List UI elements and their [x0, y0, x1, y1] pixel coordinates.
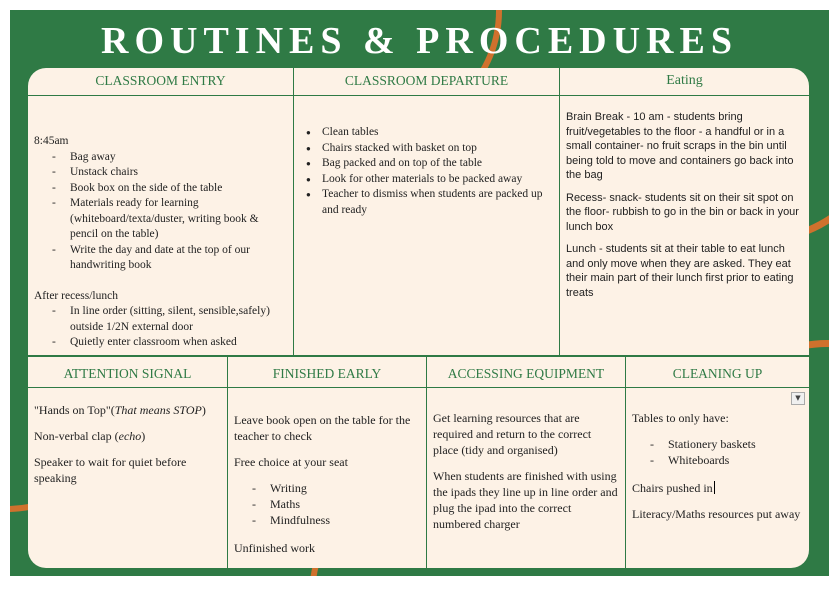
- finished-early-cell[interactable]: [228, 388, 427, 568]
- attention-cell[interactable]: [28, 388, 228, 568]
- header-classroom-departure: [294, 68, 560, 96]
- departure-list: [304, 125, 551, 218]
- header-accessing-equipment: [427, 356, 626, 388]
- list-item: - Maths: [234, 496, 420, 512]
- attention-text: ): [141, 429, 146, 443]
- cleaning-resources: Literacy/Maths resources put away: [632, 507, 801, 521]
- header-eating: [560, 68, 809, 96]
- attention-text: ): [201, 403, 206, 417]
- list-item: ● Bag packed and on top of the table: [304, 156, 551, 172]
- attention-text: Non-verbal clap (: [34, 429, 119, 443]
- finished-free-choice: Free choice at your seat: [234, 455, 348, 469]
- header-cleaning-up: [626, 356, 809, 388]
- eating-cell[interactable]: [560, 96, 809, 356]
- cleaning-up-cell[interactable]: [626, 388, 809, 568]
- after-recess-label: After recess/lunch: [34, 289, 118, 302]
- chevron-down-icon[interactable]: ▼: [791, 392, 805, 405]
- finished-unfinished-work: Unfinished work: [234, 541, 315, 555]
- equipment-resources: Get learning resources that are required and return to the correct place (tidy and organised): [433, 411, 592, 457]
- after-recess-list: [34, 304, 287, 351]
- attention-speaker: Speaker to wait for quiet before speaking: [34, 455, 187, 485]
- eating-brain-break: Brain Break - 10 am - students bring fruit/vegetables to the floor - a handful or in a small container- no fruit scraps in the bin until being told to move and containers go back into the bag: [566, 111, 794, 181]
- cleaning-list: [632, 436, 803, 468]
- list-item: - In line order (sitting, silent, sensible,safely) outside 1/2N external door: [34, 304, 287, 335]
- header-classroom-entry: [28, 68, 294, 96]
- equipment-cell[interactable]: [427, 388, 626, 568]
- cleaning-chairs: [632, 480, 803, 496]
- list-item: - Materials ready for learning (whiteboard/texta/duster, writing book & pencil on the table): [34, 196, 287, 243]
- header-label: ATTENTION SIGNAL: [63, 366, 192, 381]
- header-label: CLASSROOM DEPARTURE: [344, 73, 509, 88]
- list-item: ● Look for other materials to be packed away: [304, 172, 551, 188]
- departure-cell[interactable]: [294, 96, 560, 356]
- list-item: - Whiteboards: [632, 452, 803, 468]
- cleaning-chairs-text: Chairs pushed in: [632, 481, 713, 495]
- list-item: - Writing: [234, 480, 420, 496]
- list-item: ● Chairs stacked with basket on top: [304, 141, 551, 157]
- header-label: ACCESSING EQUIPMENT: [447, 366, 605, 381]
- header-label: CLEANING UP: [672, 366, 763, 381]
- board-background: [10, 10, 829, 576]
- list-item: - Quietly enter classroom when asked: [34, 335, 287, 351]
- page-title: ROUTINES & PROCEDURES: [101, 20, 738, 62]
- eating-recess: Recess- snack- students sit on their sit spot on the floor- rubbish to go in the bin or back in your lunch box: [566, 191, 799, 233]
- finished-list: [234, 480, 420, 528]
- entry-time: 8:45am: [34, 135, 69, 147]
- header-label: Eating: [666, 73, 703, 88]
- attention-italic: That means STOP: [114, 403, 202, 417]
- routines-table: [28, 68, 809, 568]
- header-label: CLASSROOM ENTRY: [95, 73, 226, 88]
- list-item: - Write the day and date at the top of our handwriting book: [34, 243, 287, 274]
- eating-lunch: Lunch - students sit at their table to eat lunch and only move when they are asked. They eat their main part of their lunch first prior to eating treats: [566, 243, 794, 299]
- list-item: - Bag away: [34, 150, 287, 166]
- attention-text: "Hands on Top"(: [34, 403, 115, 417]
- attention-clap: [34, 428, 221, 444]
- attention-hands-on-top: [34, 402, 221, 418]
- list-item: - Mindfulness: [234, 512, 420, 528]
- entry-cell[interactable]: [28, 96, 294, 356]
- header-label: FINISHED EARLY: [272, 366, 382, 381]
- list-item: - Unstack chairs: [34, 165, 287, 181]
- attention-italic: echo: [118, 429, 142, 443]
- equipment-ipads: When students are finished with using the ipads they line up in line order and plug the ipad into the correct numbered charger: [433, 469, 618, 531]
- header-attention-signal: [28, 356, 228, 388]
- list-item: - Stationery baskets: [632, 436, 803, 452]
- header-finished-early: [228, 356, 427, 388]
- list-item: ● Teacher to dismiss when students are packed up and ready: [304, 187, 551, 218]
- entry-list: [34, 150, 287, 274]
- list-item: - Book box on the side of the table: [34, 181, 287, 197]
- finished-book-open: Leave book open on the table for the teacher to check: [234, 413, 411, 443]
- cleaning-tables: Tables to only have:: [632, 411, 729, 425]
- list-item: ● Clean tables: [304, 125, 551, 141]
- text-cursor: [714, 481, 715, 494]
